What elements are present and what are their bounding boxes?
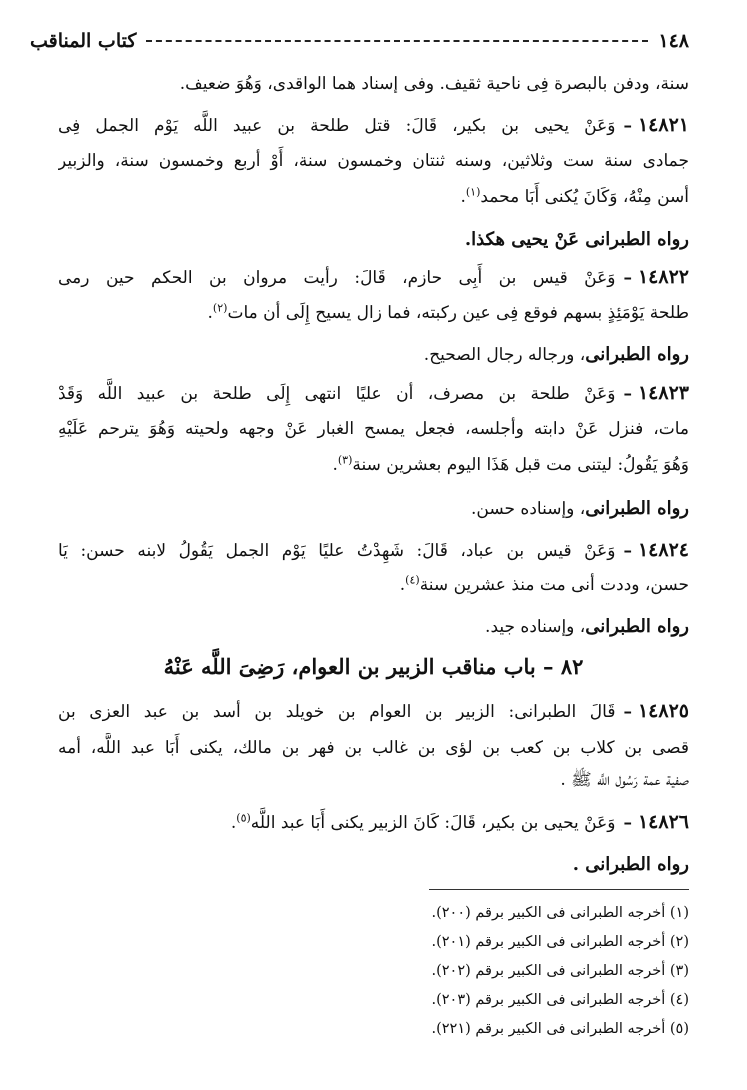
book-title: كتاب المناقب: [30, 30, 137, 52]
footnote-ref: (٥): [236, 811, 251, 825]
entry-dash: –: [623, 116, 632, 136]
narration-14823: رواه الطبرانى، وإسناده حسن.: [471, 498, 689, 519]
section-title: ٨٢ – باب مناقب الزبير بن العوام، رَضِىَ اللَّه عَنْهُ: [163, 654, 584, 679]
entry-dash: –: [623, 702, 632, 722]
entry-14821-line-3: أسن مِنْهُ، وَكَانَ يُكنى أَبَا محمد$^{(١)}$.: [460, 185, 689, 207]
intro-line: سنة، ودفن بالبصرة فِى ناحية ثقيف. وفى إسناد هما الواقدى، وَهُوَ ضعيف.: [179, 74, 689, 94]
page-number: ١٤٨: [658, 30, 689, 52]
entry-number: ١٤٨٢٣: [637, 382, 689, 404]
footnote-ref: (٤): [405, 573, 420, 587]
entry-dash: –: [623, 384, 632, 404]
narration-14824: رواه الطبرانى، وإسناده جيد.: [485, 616, 689, 637]
entry-14821-line-1: ١٤٨٢١–وَعَنْ يحيى بن بكير، قَالَ: قتل طلحة بن عبيد اللَّه يَوْم الجمل فِى: [58, 114, 689, 136]
entry-number: ١٤٨٢٥: [637, 700, 689, 722]
footnote-ref: (١): [465, 185, 481, 199]
entry-dash: –: [623, 813, 632, 833]
entry-14821-line-2: جمادى سنة ست وثلاثين، وسنه ثنتان وخمسون سنة، أَوْ أربع وخمسون سنة، والزبير: [58, 151, 689, 171]
entry-14825-line-3: صفية عمة رَسُول اللَّه ﷺ .: [560, 770, 689, 790]
entry-14823-line-1: ١٤٨٢٣–وَعَنْ طلحة بن مصرف، أن عليًا انتهى إِلَى طلحة بن عبيد اللَّه وَقَدْ: [58, 382, 689, 404]
entry-number: ١٤٨٢١: [637, 114, 689, 136]
entry-dash: –: [623, 541, 632, 561]
entry-14823-line-2: مات، فنزل عَنْ دابته وأجلسه، فجعل يمسح الغبار عَنْ وجهه ولحيته وَهُوَ يترحم عَلَيْهِ: [58, 419, 689, 439]
entry-dash: –: [623, 268, 632, 288]
footnote-rule: [429, 889, 689, 890]
footnote-item: (١) أخرجه الطبرانى فى الكبير برقم (٢٠٠).: [431, 905, 689, 921]
page-header: [30, 24, 689, 58]
narration-14821: رواه الطبرانى عَنْ يحيى هكذا.: [464, 229, 689, 250]
footnote-item: (٥) أخرجه الطبرانى فى الكبير برقم (٢٢١).: [431, 1021, 689, 1037]
footnote-item: (٢) أخرجه الطبرانى فى الكبير برقم (٢٠١).: [431, 934, 689, 950]
entry-14822-line-2: طلحة يَوْمَئِذٍ بسهم فوقع فِى عين ركبته، فما زال يسيح إِلَى أن مات$^{(٢)}$.: [207, 301, 689, 323]
footnote-item: (٤) أخرجه الطبرانى فى الكبير برقم (٢٠٣).: [431, 992, 689, 1008]
footnote-ref: (٣): [337, 453, 353, 467]
entry-14823-line-3: وَهُوَ يَقُولُ: ليتنى مت قبل هَذَا اليوم بعشرين سنة$^{(٣)}$.: [332, 453, 689, 475]
narration-14822: رواه الطبرانى، ورجاله رجال الصحيح.: [423, 344, 689, 365]
header-dashed-rule: [146, 40, 648, 42]
entry-14826-line-1: ١٤٨٢٦–وَعَنْ يحيى بن بكير، قَالَ: كَانَ الزبير يكنى أَبَا عبد اللَّه$^{(٥)}$.: [230, 811, 689, 833]
entry-14822-line-1: ١٤٨٢٢–وَعَنْ قيس بن أَبِى حازم، قَالَ: رأيت مروان بن الحكم حين رمى: [58, 266, 689, 288]
narration-14826: رواه الطبرانى .: [572, 854, 689, 875]
entry-14824-line-1: ١٤٨٢٤–وَعَنْ قيس بن عباد، قَالَ: شَهِدْتُ عليًا يَوْم الجمل يَقُولُ لابنه حسن: يَا: [58, 539, 689, 561]
footnote-ref: (٢): [212, 301, 228, 315]
entry-14824-line-2: حسن، وددت أنى مت منذ عشرين سنة$^{(٤)}$.: [399, 573, 689, 595]
entry-14825-line-2: قصى بن كلاب بن كعب بن لؤى بن غالب بن فهر بن مالك، يكنى أَبَا عبد اللَّه، أمه: [58, 738, 689, 758]
entry-14825-line-1: ١٤٨٢٥–قَالَ الطبرانى: الزبير بن العوام بن خويلد بن أسد بن عبد العزى بن: [58, 700, 689, 722]
entry-number: ١٤٨٢٤: [637, 539, 689, 561]
footnote-item: (٣) أخرجه الطبرانى فى الكبير برقم (٢٠٢).: [431, 963, 689, 979]
entry-number: ١٤٨٢٦: [637, 811, 689, 833]
entry-number: ١٤٨٢٢: [637, 266, 689, 288]
